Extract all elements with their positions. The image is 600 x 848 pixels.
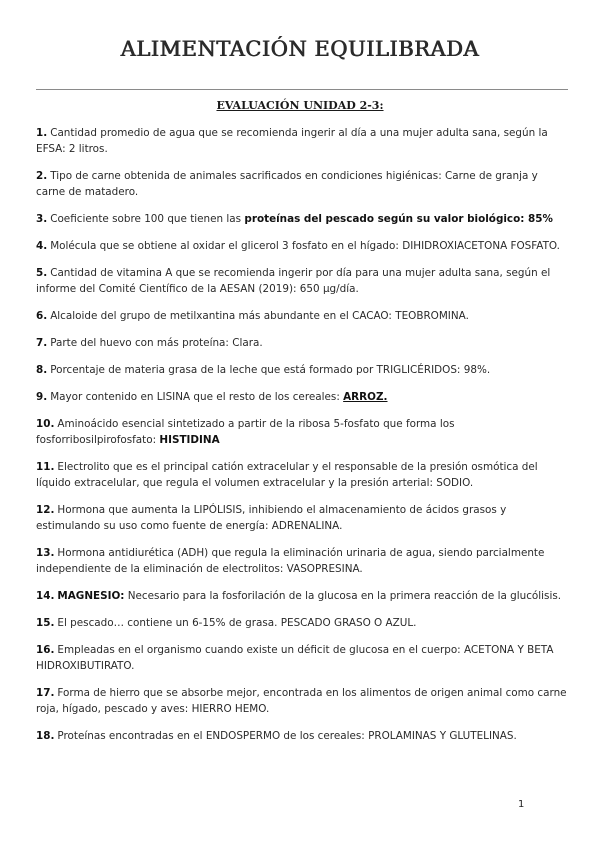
item-number: 14. xyxy=(36,590,55,602)
item-text: Hormona que aumenta la LIPÓLISIS, inhibiendo el almacenamiento de ácidos grasos y estimulando su uso como fuente de energía: ADRENALINA. xyxy=(36,504,507,532)
item-text: Empleadas en el organismo cuando existe un déficit de glucosa en el cuerpo: ACETONA Y BETA HIDROXIBUTIRATO. xyxy=(36,644,554,672)
page-title: ALIMENTACIÓN EQUILIBRADA xyxy=(120,37,480,61)
item-number: 7. xyxy=(36,337,48,349)
item-answer: proteínas del pescado según su valor biológico: 85% xyxy=(244,213,553,225)
list-item xyxy=(36,416,568,448)
list-item xyxy=(36,459,568,491)
item-lead: MAGNESIO: xyxy=(57,590,125,602)
item-number: 3. xyxy=(36,213,48,225)
item-number: 11. xyxy=(36,461,55,473)
item-number: 15. xyxy=(36,617,55,629)
item-number: 13. xyxy=(36,547,55,559)
item-number: 5. xyxy=(36,267,48,279)
list-item xyxy=(36,335,568,351)
item-answer: ARROZ. xyxy=(343,391,388,403)
list-item xyxy=(36,265,568,297)
item-number: 6. xyxy=(36,310,48,322)
title-divider xyxy=(36,89,568,90)
item-text: Necesario para la fosforilación de la glucosa en la primera reacción de la glucólisis. xyxy=(124,590,562,602)
item-text: Hormona antidiurética (ADH) que regula la eliminación urinaria de agua, siendo parcialmente independiente de la eliminación de electrolitos: VASOPRESINA. xyxy=(36,547,545,575)
question-list xyxy=(36,125,568,755)
item-text: Electrolito que es el principal catión extracelular y el responsable de la presión osmótica del líquido extracelular, que regula el volumen extracelular y la presión arterial: SODIO. xyxy=(36,461,538,489)
list-item xyxy=(36,545,568,577)
item-text: Mayor contenido en LISINA que el resto de los cereales: xyxy=(50,391,344,403)
list-item xyxy=(36,308,568,324)
list-item xyxy=(36,728,568,744)
list-item xyxy=(36,642,568,674)
item-text: Cantidad de vitamina A que se recomienda ingerir por día para una mujer adulta sana, según el informe del Comité Científico de la AESAN (2019): 650 µg/día. xyxy=(36,267,551,295)
item-number: 17. xyxy=(36,687,55,699)
list-item xyxy=(36,502,568,534)
item-number: 2. xyxy=(36,170,48,182)
list-item xyxy=(36,125,568,157)
item-number: 9. xyxy=(36,391,48,403)
item-text: Proteínas encontradas en el ENDOSPERMO de los cereales: PROLAMINAS Y GLUTELINAS. xyxy=(57,730,517,742)
list-item xyxy=(36,615,568,631)
item-text: Porcentaje de materia grasa de la leche que está formado por TRIGLICÉRIDOS: 98%. xyxy=(50,364,491,376)
item-text: Tipo de carne obtenida de animales sacrificados en condiciones higiénicas: Carne de granja y carne de matadero. xyxy=(36,170,538,198)
item-text: Molécula que se obtiene al oxidar el glicerol 3 fosfato en el hígado: DIHIDROXIACETONA FOSFATO. xyxy=(50,240,560,252)
list-item xyxy=(36,588,568,604)
item-number: 4. xyxy=(36,240,48,252)
item-text: Forma de hierro que se absorbe mejor, encontrada en los alimentos de origen animal como carne roja, hígado, pescado y aves: HIERRO HEMO. xyxy=(36,687,567,715)
item-text: El pescado… contiene un 6-15% de grasa. PESCADO GRASO O AZUL. xyxy=(57,617,417,629)
item-number: 16. xyxy=(36,644,55,656)
item-text: Alcaloide del grupo de metilxantina más abundante en el CACAO: TEOBROMINA. xyxy=(50,310,469,322)
list-item xyxy=(36,685,568,717)
list-item xyxy=(36,362,568,378)
item-number: 8. xyxy=(36,364,48,376)
item-number: 18. xyxy=(36,730,55,742)
list-item xyxy=(36,211,568,227)
item-number: 10. xyxy=(36,418,55,430)
item-text: Parte del huevo con más proteína: Clara. xyxy=(50,337,263,349)
item-number: 1. xyxy=(36,127,48,139)
item-answer: HISTIDINA xyxy=(159,434,220,446)
item-number: 12. xyxy=(36,504,55,516)
page-number: 1 xyxy=(518,799,525,810)
item-text: Coeficiente sobre 100 que tienen las xyxy=(50,213,245,225)
list-item xyxy=(36,238,568,254)
item-text: Aminoácido esencial sintetizado a partir de la ribosa 5-fosfato que forma los fosforribosilpirofosfato: xyxy=(36,418,455,446)
list-item xyxy=(36,389,568,405)
item-text: Cantidad promedio de agua que se recomienda ingerir al día a una mujer adulta sana, según la EFSA: 2 litros. xyxy=(36,127,548,155)
section-heading: EVALUACIÓN UNIDAD 2-3: xyxy=(216,99,384,112)
list-item xyxy=(36,168,568,200)
